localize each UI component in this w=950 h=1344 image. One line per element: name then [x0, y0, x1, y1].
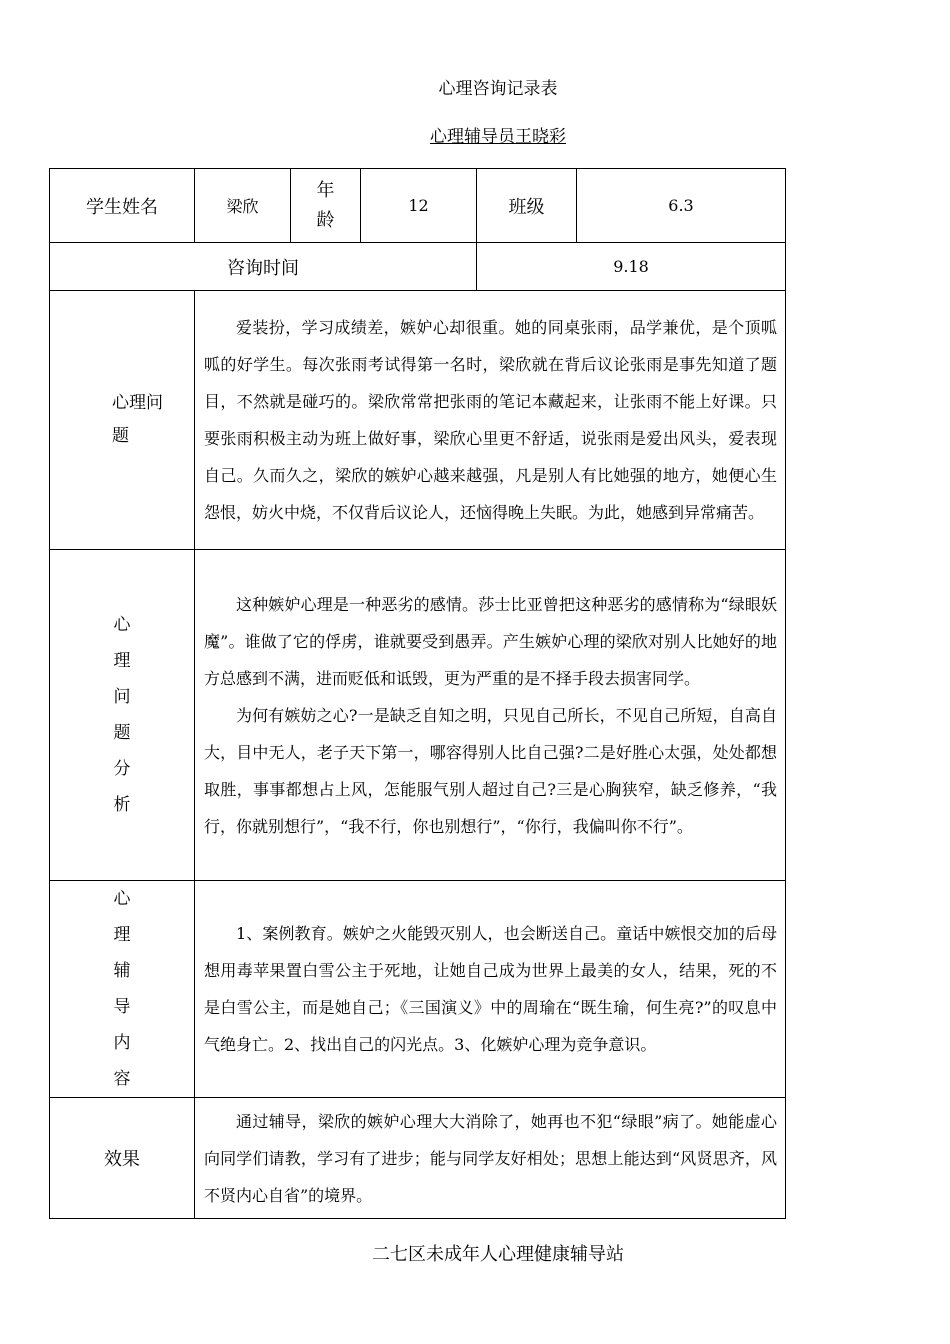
- problem-label-text: [50, 387, 194, 453]
- student-name-label: 学生姓名: [50, 169, 195, 243]
- analysis-paragraph-1: 这种嫉妒心理是一种恶劣的感情。莎士比亚曾把这种恶劣的感情称为“绿眼妖魔”。谁做了它的俘虏，谁就要受到愚弄。产生嫉妒心理的梁欣对别人比她好的地方总感到不满，进而贬低和诋毁，更为严重的是不择手段去损害同学。: [204, 594, 777, 688]
- age-value: 12: [361, 169, 477, 243]
- guidance-label-char: 容: [113, 1069, 131, 1089]
- age-label-line-2: 龄: [316, 209, 335, 231]
- problem-label: [50, 291, 195, 550]
- analysis-content: [195, 550, 786, 881]
- effect-label: 效果: [50, 1098, 195, 1219]
- analysis-paragraph-2: 为何有嫉妨之心?一是缺乏自知之明，只见自己所长，不见自己所短，自高自大，目中无人，老子天下第一，哪容得别人比自己强?二是好胜心太强，处处都想取胜，事事都想占上风，怎能服气别人超过自己?三是心胸狭窄，缺乏修养，“我行，你就别想行”，“我不行，你也别想行”，“你行，我偏叫你不行”。: [204, 705, 777, 836]
- student-name-value: 梁欣: [195, 169, 291, 243]
- guidance-label-char: 导: [113, 997, 131, 1017]
- problem-label-line-2: 题: [112, 426, 129, 446]
- effect-text-block: [195, 1103, 785, 1214]
- guidance-label-char: 心: [113, 889, 131, 909]
- student-row: [50, 169, 786, 243]
- effect-row: [50, 1098, 786, 1219]
- counselor-name: 心理辅导员王晓彩: [430, 127, 566, 147]
- problem-text-block: [195, 309, 785, 531]
- problem-text: 爱装扮，学习成绩差，嫉妒心却很重。她的同桌张雨，品学兼优，是个顶呱呱的好学生。每次张雨考试得第一名时，梁欣就在背后议论张雨是事先知道了题目，不然就是碰巧的。梁欣常常把张雨的笔记本藏起来，让张雨不能上好课。只要张雨积极主动为班上做好事，梁欣心里更不舒适，说张雨是爱出风头，爱表现自己。久而久之，梁欣的嫉妒心越来越强，凡是别人有比她强的地方，她便心生怨恨，妨火中烧，不仅背后议论人，还恼得晚上失眠。为此，她感到异常痛苦。: [204, 318, 777, 522]
- guidance-content: [195, 881, 786, 1098]
- age-label: [291, 169, 361, 243]
- guidance-label-char: 内: [113, 1033, 131, 1053]
- footer-organization: 二七区未成年人心理健康辅导站: [372, 1244, 624, 1265]
- analysis-text-block: [195, 586, 785, 845]
- analysis-label-text: [50, 607, 194, 823]
- problem-label-line-1: 心理问: [112, 393, 163, 413]
- analysis-label-char: 析: [113, 795, 131, 815]
- page-title: 心理咨询记录表: [438, 79, 558, 99]
- guidance-label-char: 理: [113, 925, 131, 945]
- consult-time-row: [50, 243, 786, 291]
- guidance-row: [50, 881, 786, 1098]
- analysis-label-char: 心: [113, 615, 131, 635]
- guidance-label: [50, 881, 195, 1098]
- analysis-row: [50, 550, 786, 881]
- problem-row: [50, 291, 786, 550]
- effect-content: [195, 1098, 786, 1219]
- analysis-label: [50, 550, 195, 881]
- guidance-text-block: [195, 915, 785, 1063]
- analysis-label-char: 题: [113, 723, 131, 743]
- guidance-label-text: [50, 881, 194, 1097]
- class-label: 班级: [477, 169, 577, 243]
- effect-text: 通过辅导，梁欣的嫉妒心理大大消除了，她再也不犯“绿眼”病了。她能虚心向同学们请教，学习有了进步；能与同学友好相处；思想上能达到“风贤思齐，风不贤内心自省”的境界。: [204, 1111, 777, 1205]
- class-value: 6.3: [577, 169, 786, 243]
- analysis-label-char: 问: [113, 687, 131, 707]
- record-table: [49, 168, 786, 1219]
- analysis-label-char: 理: [113, 651, 131, 671]
- age-label-line-1: 年: [316, 179, 335, 201]
- guidance-text: 1、案例教育。嫉妒之火能毁灭别人，也会断送自己。童话中嫉恨交加的后母想用毒苹果置白雪公主于死地，让她自己成为世界上最美的女人，结果，死的不是白雪公主，而是她自己；《三国演义》中的周瑜在“既生瑜，何生亮?”的叹息中气绝身亡。2、找出自己的闪光点。3、化嫉妒心理为竞争意识。: [204, 924, 777, 1054]
- analysis-label-char: 分: [113, 759, 131, 779]
- problem-content: [195, 291, 786, 550]
- counselor-line: [0, 122, 950, 147]
- consult-time-value: 9.18: [477, 243, 786, 291]
- guidance-label-char: 辅: [113, 961, 131, 981]
- consult-time-label: 咨询时间: [50, 243, 477, 291]
